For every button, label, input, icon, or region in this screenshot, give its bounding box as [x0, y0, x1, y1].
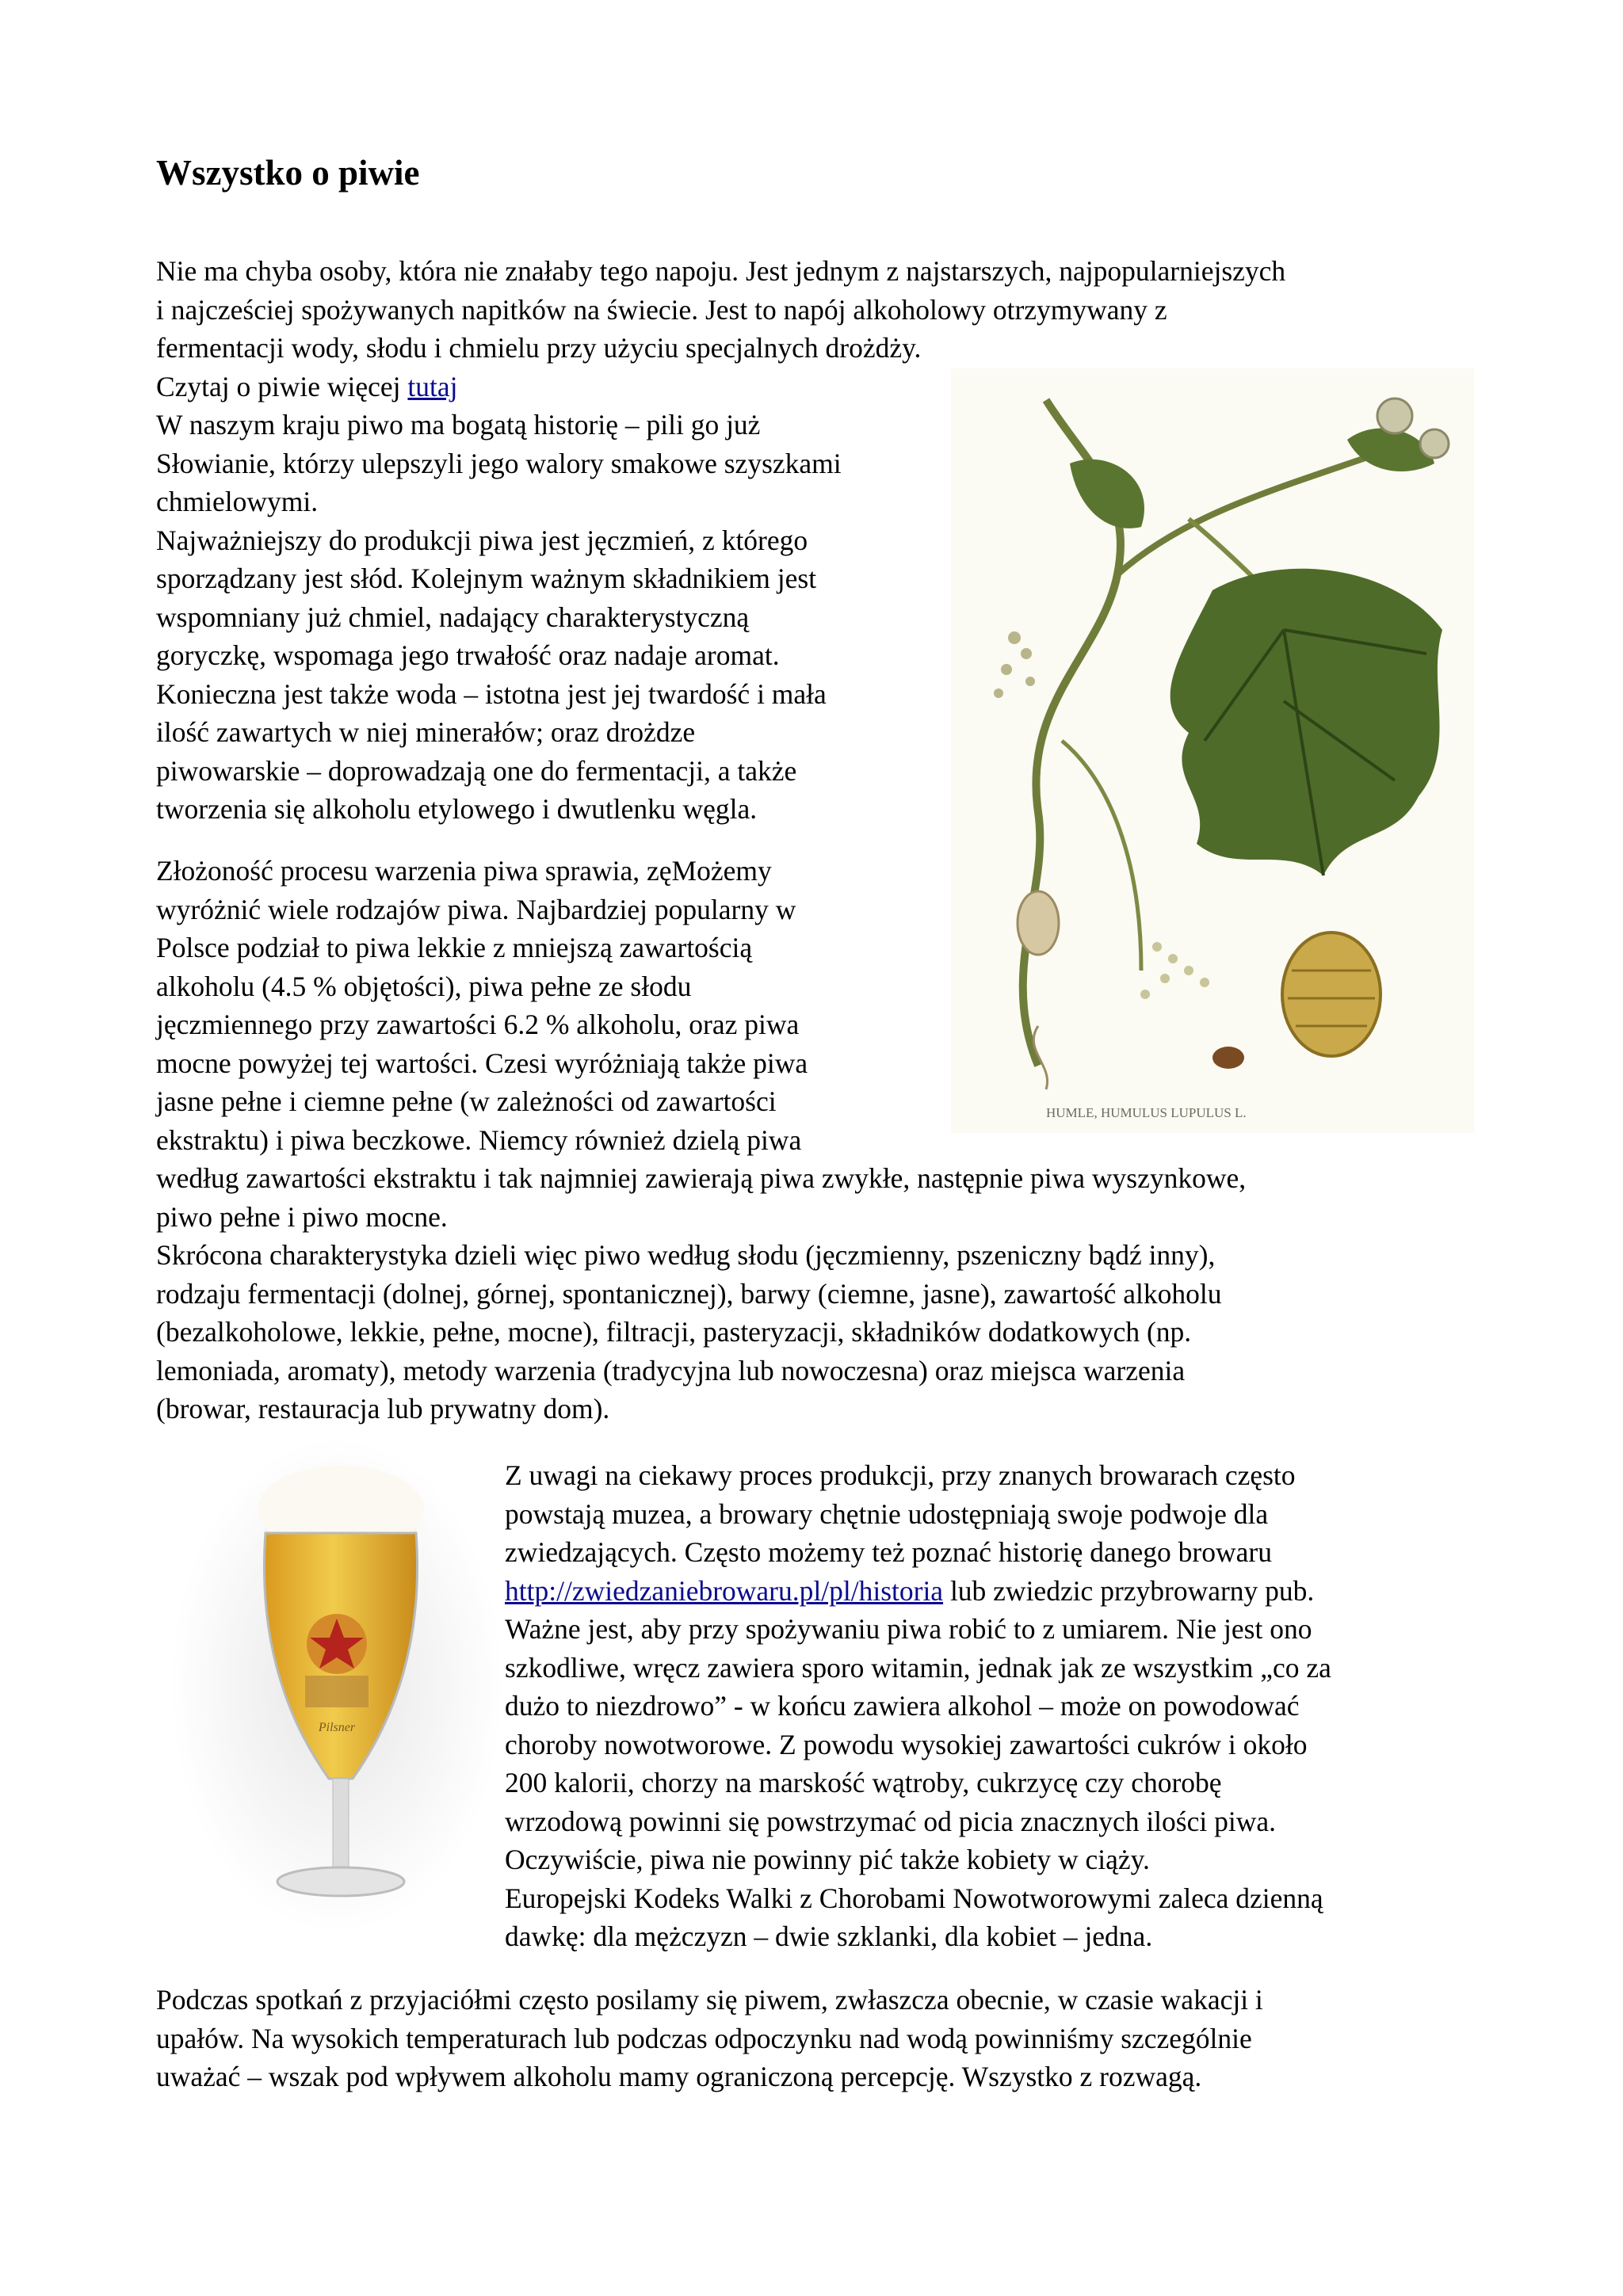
museum-line: Europejski Kodeks Walki z Chorobami Nowotworowymi zaleca dzienną [505, 1882, 1323, 1914]
intro-line: Nie ma chyba osoby, która nie znałaby tego napoju. Jest jednym z najstarszych, najpopularniejszych [156, 255, 1286, 287]
closing-line: upałów. Na wysokich temperaturach lub podczas odpoczynku nad wodą powinniśmy szczególnie [156, 2022, 1252, 2054]
types-line: Skrócona charakterystyka dzieli więc piwo według słodu (jęczmienny, pszeniczny bądź inny), [156, 1239, 1216, 1271]
museum-line: Z uwagi na ciekawy proces produkcji, przy znanych browarach często [505, 1459, 1296, 1491]
museum-line: Ważne jest, aby przy spożywaniu piwa robić to z umiarem. Nie jest ono [505, 1613, 1312, 1645]
hop-plant-icon [951, 368, 1474, 1133]
types-line: jasne pełne i ciemne pełne (w zależności od zawartości [156, 1085, 777, 1117]
history-line: wspomniany już chmiel, nadający charakterystyczną [156, 601, 750, 633]
types-line: piwo pełne i piwo mocne. [156, 1200, 448, 1233]
types-line: mocne powyżej tej wartości. Czesi wyróżniają także piwa [156, 1047, 808, 1079]
museum-paragraph [505, 1456, 1331, 1956]
museum-line: dużo to niezdrowo” - w końcu zawiera alkohol – może on powodować [505, 1690, 1300, 1722]
types-line: lemoniada, aromaty), metody warzenia (tradycyjna lub nowoczesna) oraz miejsca warzenia [156, 1354, 1186, 1386]
history-line: chmielowymi. [156, 486, 319, 517]
museum-line: dawkę: dla mężczyzn – dwie szklanki, dla kobiet – jedna. [505, 1920, 1153, 1952]
museum-line: Oczywiście, piwa nie powinny pić także kobiety w ciąży. [505, 1844, 1150, 1875]
museum-line: powstają muzea, a browary chętnie udostępniają swoje podwoje dla [505, 1497, 1269, 1530]
history-line: Najważniejszy do produkcji piwa jest jęczmień, z którego [156, 524, 808, 556]
intro-line: i najcześciej spożywanych napitków na świecie. Jest to napój alkoholowy otrzymywany z [156, 293, 1167, 326]
museum-line: wrzodową powinni się powstrzymać od picia znacznych ilości piwa. [505, 1805, 1276, 1837]
types-line: Złożoność procesu warzenia piwa sprawia, zęMożemy [156, 855, 772, 887]
closing-paragraph [156, 1981, 1263, 2096]
beer-glass-icon [170, 1438, 503, 1933]
museum-line: 200 kalorii, chorzy na marskość wątroby, cukrzycę czy chorobę [505, 1767, 1222, 1798]
types-line: według zawartości ekstraktu i tak najmniej zawierają piwa zwykłe, następnie piwa wyszynkowe, [156, 1162, 1247, 1194]
museum-link-line [505, 1572, 1331, 1611]
closing-line: uważać – wszak pod wpływem alkoholu mamy ograniczoną percepcję. Wszystko z rozwagą. [156, 2061, 1202, 2092]
museum-line: choroby nowotworowe. Z powodu wysokiej zawartości cukrów i około [505, 1728, 1308, 1760]
types-line: Polsce podział to piwa lekkie z mniejszą zawartością [156, 932, 753, 963]
brewery-history-link[interactable]: http://zwiedzaniebrowaru.pl/pl/historia [505, 1574, 944, 1607]
read-more-link[interactable]: tutaj [407, 370, 458, 402]
history-line: goryczkę, wspomaga jego trwałość oraz nadaje aromat. [156, 639, 780, 671]
intro-line: fermentacji wody, słodu i chmielu przy użyciu specjalnych drożdży. [156, 332, 922, 364]
history-line: Konieczna jest także woda – istotna jest jej twardość i mała [156, 677, 827, 710]
closing-line: Podczas spotkań z przyjaciółmi często posilamy się piwem, zwłaszcza obecnie, w czasie wakacji i [156, 1984, 1263, 2016]
beer-glass-photo [170, 1438, 503, 1933]
history-line: tworzenia się alkoholu etylowego i dwutlenku węgla. [156, 793, 758, 825]
history-line: sporządzany jest słód. Kolejnym ważnym składnikiem jest [156, 563, 817, 594]
page-title: Wszystko o piwie [156, 153, 420, 193]
hop-plant-illustration [951, 368, 1474, 1133]
history-line: W naszym kraju piwo ma bogatą historię – pili go już [156, 409, 761, 441]
history-line: ilość zawartych w niej minerałów; oraz drożdze [156, 716, 696, 748]
museum-line: szkodliwe, wręcz zawiera sporo witamin, jednak jak ze wszystkim „co za [505, 1651, 1331, 1684]
types-line: (bezalkoholowe, lekkie, pełne, mocne), filtracji, pasteryzacji, składników dodatkowych (np. [156, 1316, 1192, 1348]
hop-caption: HUMLE, HUMULUS LUPULUS L. [1046, 1105, 1247, 1120]
types-line: ekstraktu) i piwa beczkowe. Niemcy również dzielą piwa [156, 1123, 802, 1156]
glass-label: Pilsner [318, 1721, 356, 1734]
history-line: piwowarskie – doprowadzają one do fermentacji, a także [156, 754, 797, 787]
types-line: rodzaju fermentacji (dolnej, górnej, spontanicznej), barwy (ciemne, jasne), zawartość alkoholu [156, 1277, 1222, 1310]
history-paragraph [156, 406, 842, 829]
museum-link-suffix: lub zwiedzic przybrowarny pub. [943, 1574, 1315, 1607]
types-line: jęczmiennego przy zawartości 6.2 % alkoholu, oraz piwa [156, 1009, 800, 1040]
history-line: Słowianie, którzy ulepszyli jego walory smakowe szyszkami [156, 447, 842, 479]
read-more-text: Czytaj o piwie więcej [156, 370, 408, 402]
types-line: (browar, restauracja lub prywatny dom). [156, 1393, 610, 1425]
museum-line: zwiedzających. Często możemy też poznać historię danego browaru [505, 1536, 1272, 1568]
types-line: wyróżnić wiele rodzajów piwa. Najbardziej popularny w [156, 893, 796, 925]
types-line: alkoholu (4.5 % objętości), piwa pełne ze słodu [156, 970, 692, 1002]
